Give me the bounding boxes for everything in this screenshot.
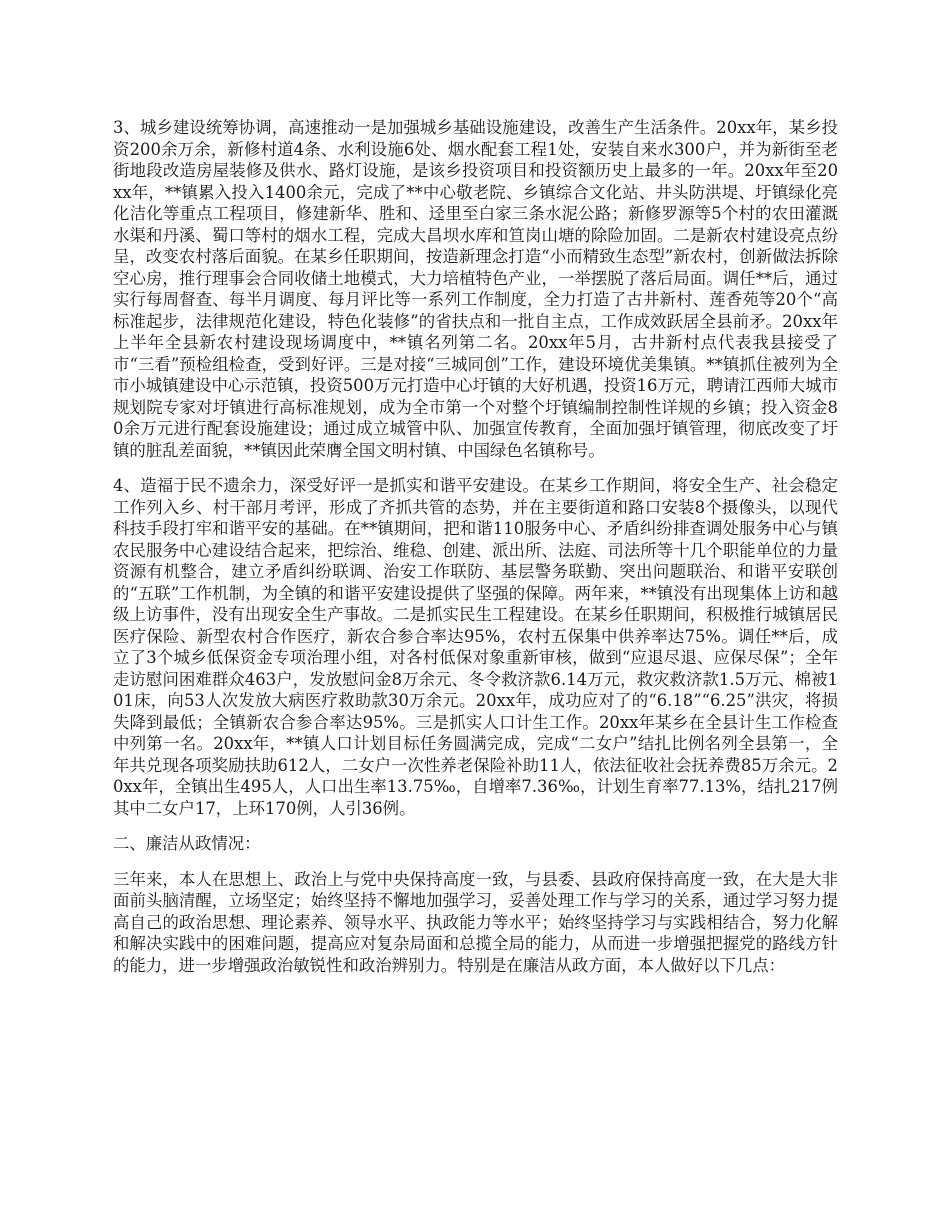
paragraph-public-welfare: 4、造福于民不遗余力，深受好评一是抓实和谐平安建设。在某乡工作期间，将安全生产、社会稳定工作列入乡、村干部月考评，形成了齐抓共管的态势，并在主要街道和路口安装8个摄像头，以现代科技手段打牢和谐平安的基础。在**镇期间，把和谐110服务中心、矛盾纠纷排查调处服务中心与镇农民服务中心建设结合起来，把综治、维稳、创建、派出所、法庭、司法所等十几个职能单位的力量资源有机整合，建立矛盾纠纷联调、治安工作联防、基层警务联勤、突出问题联治、和谐平安联创的“五联”工作机制，为全镇的和谐平安建设提供了坚强的保障。两年来，**镇没有出现集体上访和越级上访事件，没有出现安全生产事故。二是抓实民生工程建设。在某乡任职期间，积极推行城镇居民医疗保险、新型农村合作医疗，新农合参合率达95%，农村五保集中供养率达75%。调任**后，成立了3个城乡低保资金专项治理小组，对各村低保对象重新审核，做到“应退尽退、应保尽保”；全年走访慰问困难群众463户，发放慰问金8万余元、冬令救济款6.14万元，救灾救济款1.5万元、棉被101床，向53人次发放大病医疗救助款30万余元。20xx年，成功应对了的“6.18”“6.25”洪灾，将损失降到最低；全镇新农合参合率达95%。三是抓实人口计生工作。20xx年某乡在全县计生工作检查中列第一名。20xx年，**镇人口计划目标任务圆满完成，完成“二女户”结扎比例名列全县第一，全年共兑现各项奖励扶助612人，二女户一次性养老保险补助11人，依法征收社会抚养费85万余元。20xx年，全镇出生495人，人口出生率13.75‰，自增率7.36‰，计划生育率77.13%，结扎217例其中二女户17，上环170例，人引36例。 bbox=[113, 476, 838, 818]
section-heading-integrity: 二、廉洁从政情况： bbox=[113, 834, 261, 853]
paragraph-integrity: 三年来，本人在思想上、政治上与党中央保持高度一致，与县委、县政府保持高度一致，在大是大非面前头脑清醒，立场坚定；始终坚持不懈地加强学习，妥善处理工作与学习的关系，通过学习努力提高自己的政治思想、理论素养、领导水平、执政能力等水平；始终坚持学习与实践相结合，努力化解和解决实践中的困难问题，提高应对复杂局面和总揽全局的能力，从而进一步增强把握党的路线方针的能力，进一步增强政治敏锐性和政治辨别力。特别是在廉洁从政方面，本人做好以下几点： bbox=[113, 869, 838, 975]
paragraph-urban-rural-construction: 3、城乡建设统筹协调，高速推动一是加强城乡基础设施建设，改善生产生活条件。20xx年，某乡投资200余万余，新修村道4条、水利设施6处、烟水配套工程1处，安装自来水300户，并为新街至老街地段改造房屋装修及供水、路灯设施，是该乡投资项目和投资额历史上最多的一年。20xx年至20xx年，**镇累入投入1400余元，完成了**中心敬老院、乡镇综合文化站、井头防洪堤、圩镇绿化亮化洁化等重点工程项目，修建新华、胜和、迳里至白家三条水泥公路；新修罗源等5个村的农田灌溉水渠和丹溪、蜀口等村的烟水工程，完成大昌坝水库和笪岗山塘的除险加固。二是新农村建设亮点纷呈，改变农村落后面貌。在某乡任职期间，按造新理念打造“小而精致生态型”新农村，创新做法拆除空心房，推行理事会合同收储土地模式，大力培植特色产业，一举摆脱了落后局面。调任**后，通过实行每周督查、每半月调度、每月评比等一系列工作制度，全力打造了古井新村、莲香苑等20个“高标准起步，法律规范化建设，特色化装修”的省扶点和一批自主点，工作成效跃居全县前矛。20xx年上半年全县新农村建设现场调度中，**镇名列第二名。20xx年5月，古井新村点代表我县接受了市“三看”预检组检查，受到好评。三是对接“三城同创”工作，建设环境优美集镇。**镇抓住被列为全市小城镇建设中心示范镇，投资500万元打造中心圩镇的大好机遇，投资16万元，聘请江西师大城市规划院专家对圩镇进行高标准规划，成为全市第一个对整个圩镇编制控制性详规的乡镇；投入资金80余万元进行配套设施建设；通过成立城管中队、加强宣传教育，全面加强圩镇管理，彻底改变了圩镇的脏乱差面貌，**镇因此荣膺全国文明村镇、中国绿色名镇称号。 bbox=[113, 118, 838, 460]
document-body bbox=[113, 117, 838, 990]
